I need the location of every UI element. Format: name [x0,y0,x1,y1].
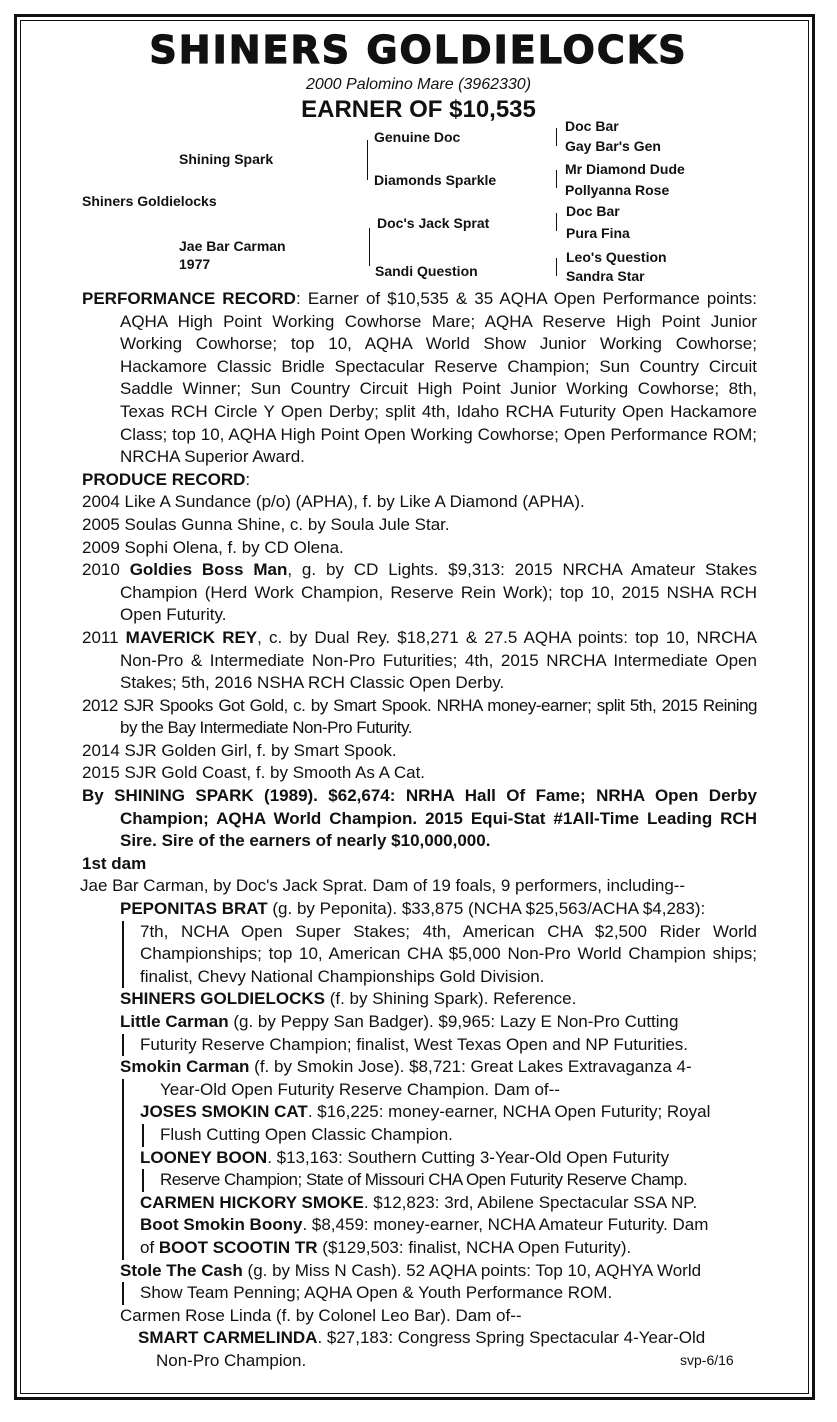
dam-offspring [120,898,757,1372]
produce-item: 2004 Like A Sundance (p/o) (APHA), f. by Like A Diamond (APHA). [82,492,585,512]
produce-item: 2011 MAVERICK REY, c. by Dual Rey. $18,271 & 27.5 AQHA points: top 10, NRCHA Non-Pro & Intermediate Non-Pro Futurities; 4th, 2015 NRCHA Intermediate Open Stakes; 5th, 2016 NSHA RCH Classic Open Derby. [82,627,758,693]
grand-entry: LOONEY BOON. $13,163: Southern Cutting 3-Year-Old Open Futurity [140,1147,670,1167]
pedigree-bracket [556,213,557,231]
earnings-heading: EARNER OF $10,535 [301,96,536,123]
offspring-entry: Carmen Rose Linda (f. by Colonel Leo Bar). Dam of-- [120,1305,522,1325]
pedigree-g3: Mr Diamond Dude [565,161,685,177]
pedigree-horse: Shiners Goldielocks [82,193,217,209]
produce-name: Goldies Boss Man [129,560,288,580]
pedigree-bracket [556,258,557,276]
offspring-detail: 7th, NCHA Open Super Stakes; 4th, American CHA $2,500 Rider World Championships; top 10, American CHA $5,000 Non-Pro World Champion ships; finalist, Chevy National Championships Gold Division. [122,921,757,989]
performance-text: : Earner of $10,535 & 35 AQHA Open Performance points: AQHA High Point Working Cowhorse Mare; AQHA Reserve High Point Junior Working Cowhorse; top 10, AQHA World Show Junior Working Cowhorse; Hackamore Classic Bridle Spectacular Reserve Champion; Sun Country Circuit Saddle Winner; Sun Country Circuit High Point Junior Working Cowhorse; 8th, Texas RCH Circle Y Open Derby; split 4th, Idaho RCHA Futurity Open Hackamore Class; top 10, AQHA High Point Open Working Cowhorse; Open Performance ROM; NRCHA Superior Award. [120,289,757,467]
pedigree-g3: Doc Bar [565,118,619,134]
grand-offspring [140,1101,757,1259]
performance-heading: PERFORMANCE RECORD [82,289,296,308]
pedigree-dam-dam: Sandi Question [375,263,478,279]
offspring-entry: Smokin Carman (f. by Smokin Jose). $8,721: Great Lakes Extravaganza 4- [120,1057,692,1077]
catalog-body [82,288,757,1373]
grand-entry: Boot Smokin Boony. $8,459: money-earner, NCHA Amateur Futurity. Dam [140,1215,709,1235]
pedigree-dam-year: 1977 [179,256,211,272]
produce-name: MAVERICK REY [125,627,258,647]
pedigree-g3: Doc Bar [566,203,620,219]
pedigree-bracket [369,228,370,266]
pedigree-g3: Sandra Star [566,268,645,284]
produce-item: 2015 SJR Gold Coast, f. by Smooth As A Cat. [82,763,426,783]
sire-summary: By SHINING SPARK (1989). $62,674: NRHA Hall Of Fame; NRHA Open Derby Champion; AQHA World Champion. 2015 Equi-Stat #1All-Time Leading RCH Sire. Sire of the earners of nearly $10,000,000. [82,786,757,851]
pedigree-sire-sire: Genuine Doc [374,129,461,145]
grand-detail: Reserve Champion; State of Missouri CHA Open Futurity Reserve Champ. [142,1169,757,1192]
pedigree-g3: Gay Bar's Gen [565,138,661,154]
pedigree-dam-sire: Doc's Jack Sprat [377,215,490,231]
offspring-entry: SHINERS GOLDIELOCKS (f. by Shining Spark). Reference. [120,989,577,1009]
produce-item: 2005 Soulas Gunna Shine, c. by Soula Jule Star. [82,514,450,534]
produce-heading: PRODUCE RECORD [82,469,246,489]
horse-description: 2000 Palomino Mare (3962330) [305,76,532,93]
pedigree-g3: Pollyanna Rose [565,182,670,198]
pedigree-bracket [556,128,557,146]
offspring-detail: Futurity Reserve Champion; finalist, West Texas Open and NP Futurities. [122,1034,757,1057]
produce-heading-line: PRODUCE RECORD: [82,469,251,489]
pedigree-bracket [367,140,368,180]
page-title: SHINERS GOLDIELOCKS [149,28,688,72]
pedigree-sire: Shining Spark [179,151,274,167]
first-dam-heading: 1st dam [82,853,147,873]
grand-detail: of BOOT SCOOTIN TR ($129,503: finalist, NCHA Open Futurity). [140,1237,632,1257]
grand-detail: Flush Cutting Open Classic Champion. [142,1124,757,1147]
grand-entry: SMART CARMELINDA. $27,183: Congress Spring Spectacular 4-Year-Old [138,1328,706,1348]
offspring-detail: Year-Old Open Futurity Reserve Champion. Dam of-- [160,1079,560,1099]
first-dam-intro: Jae Bar Carman, by Doc's Jack Sprat. Dam of 19 foals, 9 performers, including-- [80,876,686,896]
pedigree-bracket [556,170,557,188]
grand-offspring [138,1327,757,1372]
produce-item: 2009 Sophi Olena, f. by CD Olena. [82,537,344,557]
grand-detail: Non-Pro Champion. [156,1350,307,1370]
produce-item: 2012 SJR Spooks Got Gold, c. by Smart Spook. NRHA money-earner; split 5th, 2015 Reining by the Bay Intermediate Non-Pro Futurity. [82,695,757,738]
grand-entry: CARMEN HICKORY SMOKE. $12,823: 3rd, Abilene Spectacular SSA NP. [140,1192,698,1212]
offspring-detail: Show Team Penning; AQHA Open & Youth Performance ROM. [122,1282,757,1305]
grand-entry: JOSES SMOKIN CAT. $16,225: money-earner, NCHA Open Futurity; Royal [140,1102,711,1122]
pedigree-sire-dam: Diamonds Sparkle [374,172,497,188]
produce-item: 2010 Goldies Boss Man, g. by CD Lights. $9,313: 2015 NRCHA Amateur Stakes Champion (Herd Work Champion, Reserve Rein Work); top 10, 2015 NSHA RCH Open Futurity. [82,560,757,625]
offspring-entry: PEPONITAS BRAT (g. by Peponita). $33,875 (NCHA $25,563/ACHA $4,283): [120,899,706,919]
offspring-entry: Little Carman (g. by Peppy San Badger). $9,965: Lazy E Non-Pro Cutting [120,1012,679,1031]
pedigree-dam: Jae Bar Carman [179,238,286,254]
produce-item: 2014 SJR Golden Girl, f. by Smart Spook. [82,740,397,760]
page-code: svp-6/16 [680,1352,734,1368]
grand-offspring-block [122,1079,757,1260]
pedigree-g3: Pura Fina [566,225,630,241]
pedigree-g3: Leo's Question [566,249,667,265]
performance-record [82,288,757,469]
offspring-entry: Stole The Cash (g. by Miss N Cash). 52 AQHA points: Top 10, AQHYA World [120,1260,702,1280]
